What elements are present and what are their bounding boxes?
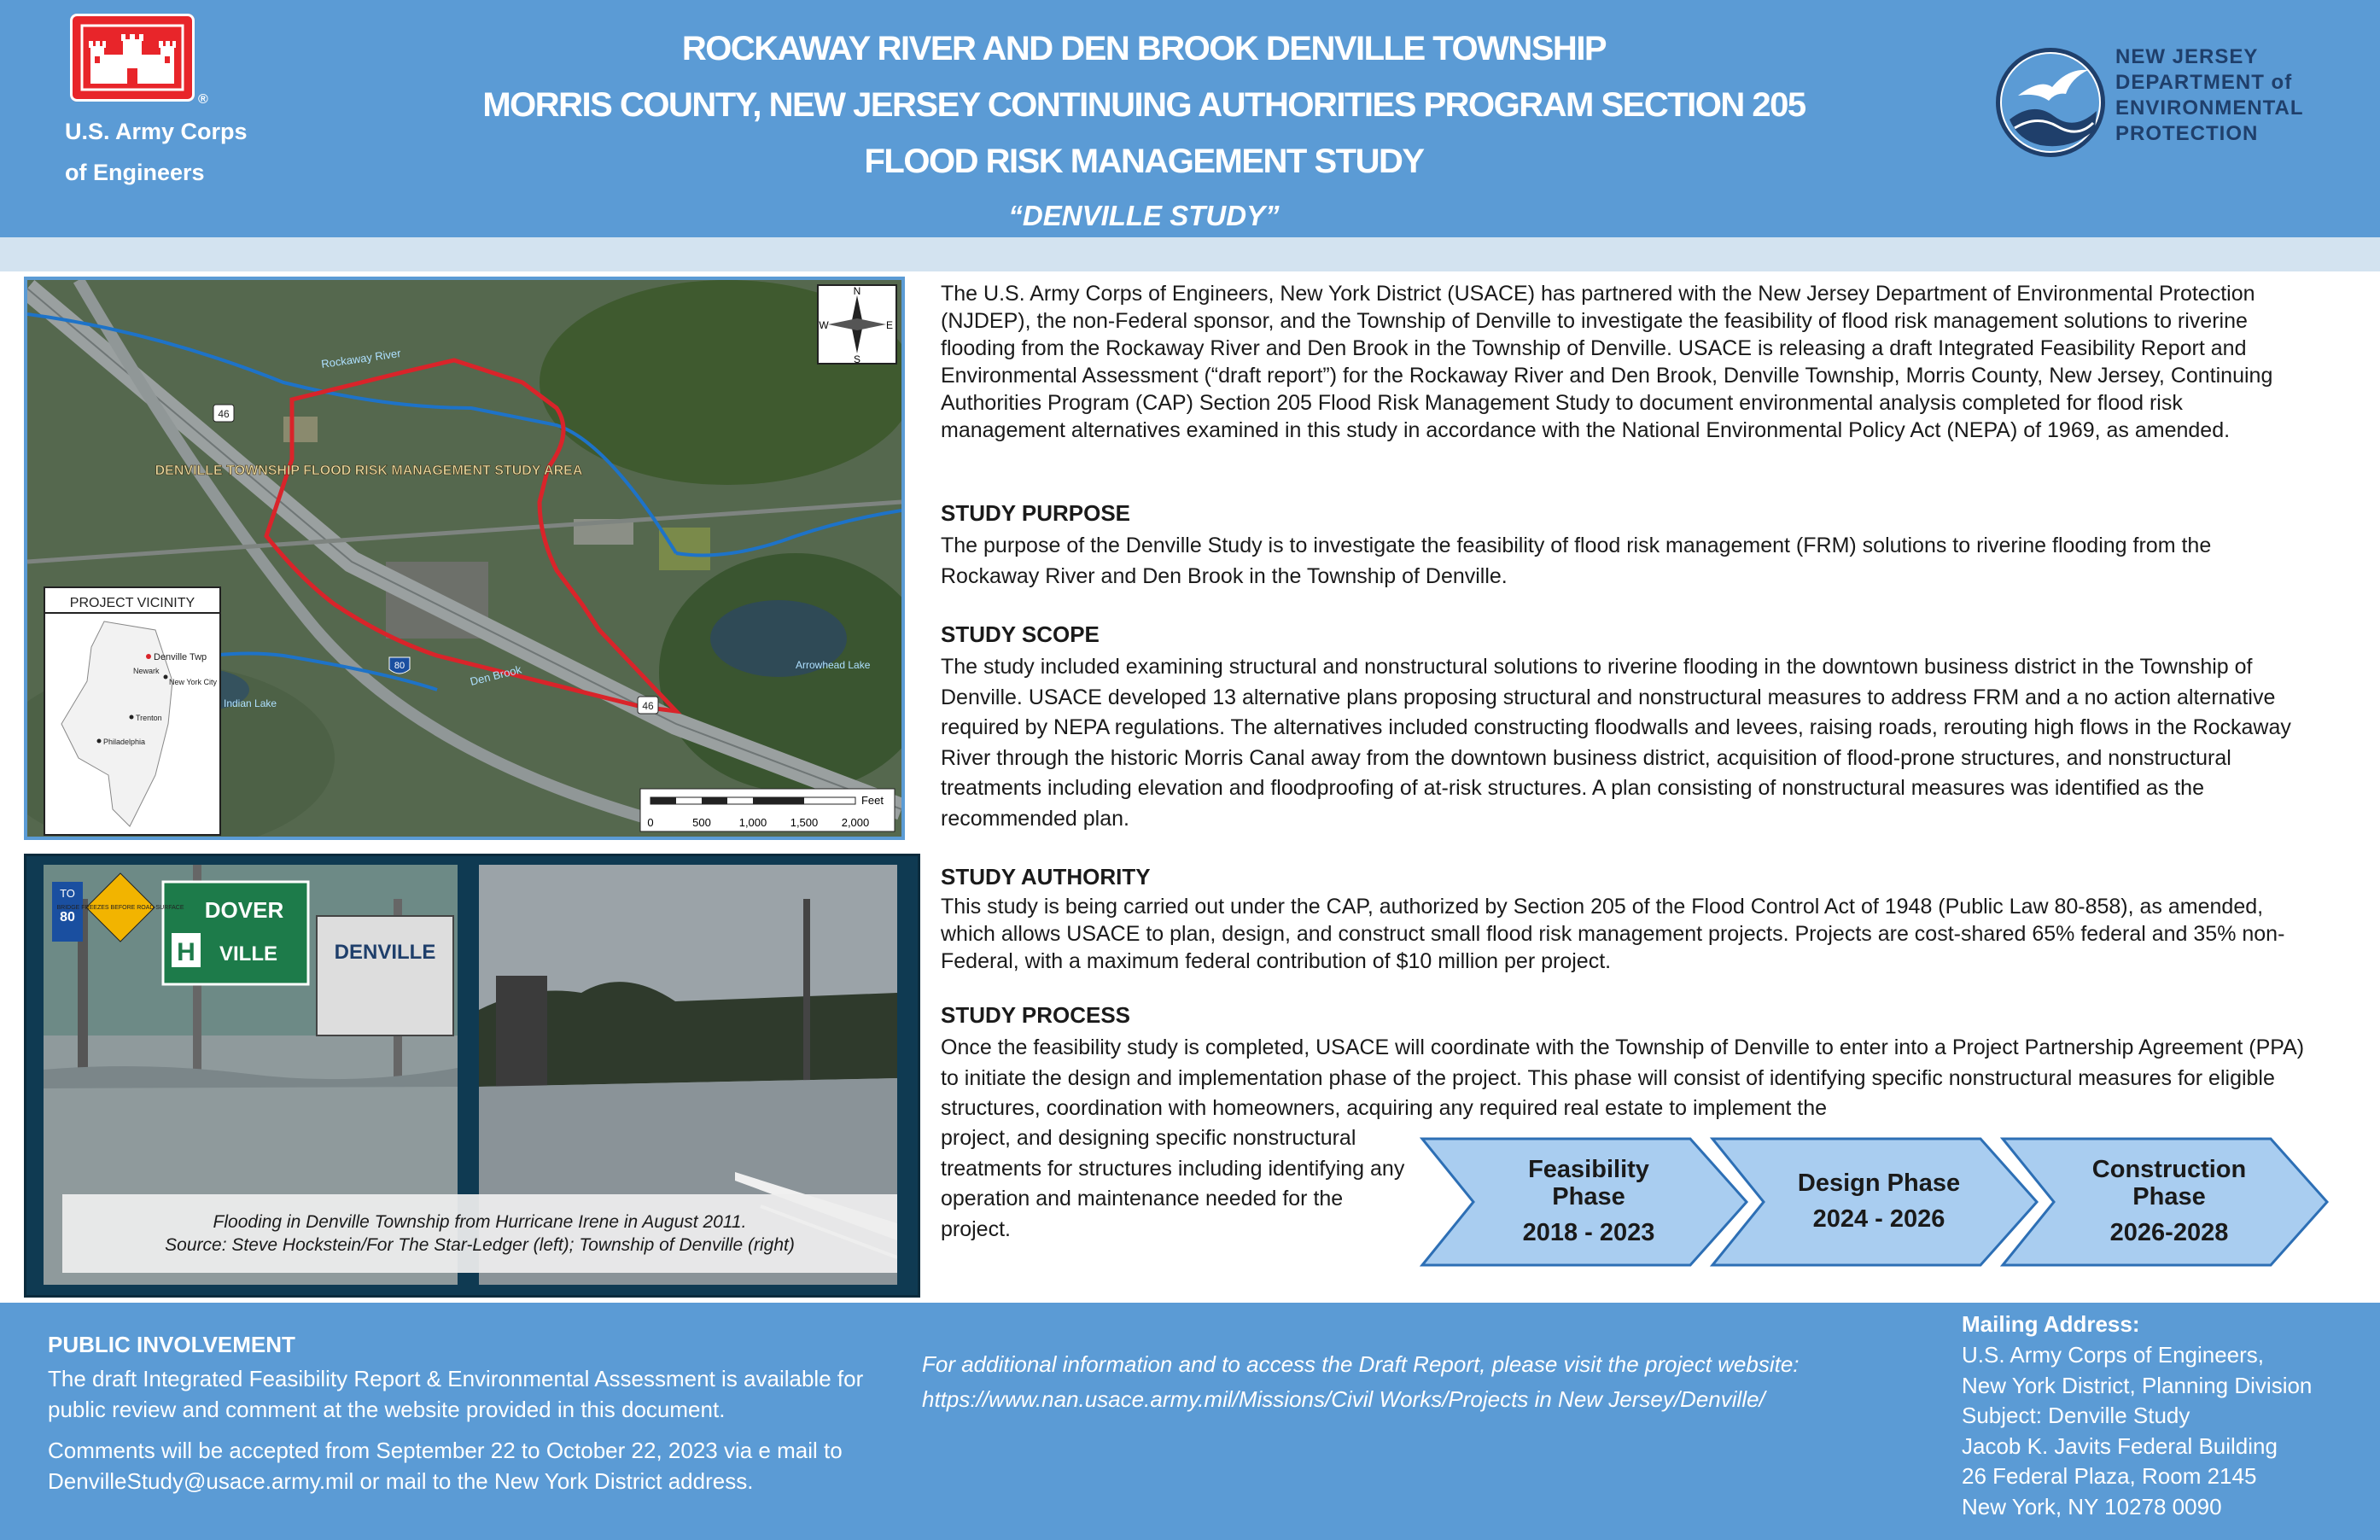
scale-tick-500: 500 <box>692 816 711 829</box>
castle-icon <box>70 14 195 102</box>
njdep-line2: DEPARTMENT of <box>2115 71 2293 94</box>
phase-construction <box>2045 1156 2293 1246</box>
compass-rose <box>818 285 896 365</box>
sign-warning: BRIDGE FREEZES BEFORE ROAD SURFACE <box>56 905 184 911</box>
phase-feasibility <box>1465 1156 1712 1246</box>
caption-line-2: Source: Steve Hockstein/For The Star-Ledger (left); Township of Denville (right) <box>165 1235 795 1255</box>
njdep-line1: NEW JERSEY <box>2115 45 2259 68</box>
vicinity-philadelphia: Philadelphia <box>103 738 146 746</box>
study-purpose-heading: STUDY PURPOSE <box>941 500 1131 526</box>
route-80-label: 80 <box>394 661 405 671</box>
scale-tick-2000: 2,000 <box>841 816 870 829</box>
map-scale-bar <box>640 789 895 831</box>
header-divider-strip <box>0 237 2380 271</box>
photo-caption <box>62 1194 897 1273</box>
footer-band <box>0 1303 2380 1540</box>
phase-design <box>1755 1170 2003 1233</box>
phase-design-name: Design Phase <box>1797 1170 1961 1197</box>
public-involvement-heading: PUBLIC INVOLVEMENT <box>48 1332 295 1357</box>
project-website-link[interactable]: https://www.nan.usace.army.mil/Missions/Civil Works/Projects in New Jersey/Denville/ <box>922 1386 1765 1412</box>
sign-hospital: H <box>177 938 195 966</box>
njdep-line3: ENVIRONMENTAL <box>2115 96 2304 120</box>
usace-name-line2: of Engineers <box>65 160 205 185</box>
caption-line-1: Flooding in Denville Township from Hurricane Irene in August 2011. <box>213 1212 747 1232</box>
study-area-map-label: DENVILLE TOWNSHIP FLOOD RISK MANAGEMENT STUDY AREA <box>155 464 583 478</box>
njdep-bird-wave-icon <box>1992 44 2109 160</box>
title-line-3: FLOOD RISK MANAGEMENT STUDY <box>864 143 1424 180</box>
study-process-text: Once the feasibility study is completed, USACE will coordinate with the Township of Denville to enter into a Project Partnership Agreement (PPA) to initiate the design and implementation phase of the project. This phase will consist of identifying specific nonstructural measures for eligible structures, coordination with homeowners, acquiring any required real estate to implement the <box>941 1035 2305 1120</box>
study-purpose-text: The purpose of the Denville Study is to investigate the feasibility of flood risk management (FRM) solutions to riverine flooding from the Rockaway River and Den Brook in the Township of Denville. <box>941 534 2212 588</box>
njdep-logo <box>1992 44 2109 160</box>
usace-name-line1: U.S. Army Corps <box>65 119 248 144</box>
phase-feasibility-years: 2018 - 2023 <box>1522 1219 1655 1246</box>
phase-construction-years: 2026-2028 <box>2109 1219 2229 1246</box>
scale-unit: Feet <box>860 794 884 807</box>
njdep-line4: PROTECTION <box>2115 122 2259 145</box>
website-info <box>922 1347 1861 1417</box>
route-46-shield-north <box>213 405 234 422</box>
title-line-1: ROCKAWAY RIVER AND DEN BROOK DENVILLE TOWNSHIP <box>681 30 1607 67</box>
mailing-line: New York District, Planning Division <box>1962 1372 2313 1398</box>
route-46-shield-south <box>638 697 658 714</box>
study-process-heading: STUDY PROCESS <box>941 1002 1131 1028</box>
comments-text: Comments will be accepted from September 22 to October 22, 2023 via e mail to DenvilleStudy@usace.army.mil or mail to the New York District address. <box>48 1438 843 1494</box>
phase-construction-name-2: Phase <box>2132 1183 2206 1210</box>
mailing-line: Subject: Denville Study <box>1962 1403 2190 1428</box>
sign-route-80: 80 <box>60 910 75 925</box>
website-info-text: For additional information and to access the Draft Report, please visit the project website: <box>922 1351 1800 1377</box>
scale-tick-1000: 1,000 <box>738 816 767 829</box>
route-46-label-north: 46 <box>218 408 230 420</box>
registered-mark: ® <box>198 92 208 107</box>
route-46-label-south: 46 <box>642 700 654 712</box>
public-involvement-text: The draft Integrated Feasibility Report & Environmental Assessment is available for public review and comment at the website provided in this document. <box>48 1366 864 1422</box>
page-title <box>324 20 1963 237</box>
study-process-text-continued: project, and designing specific nonstructural treatments for structures including identifying any operation and maintenance needed for the project. <box>941 1126 1405 1241</box>
arrowhead-lake-label: Arrowhead Lake <box>796 659 871 671</box>
page-subtitle: “DENVILLE STUDY” <box>1008 200 1280 231</box>
mailing-line: 26 Federal Plaza, Room 2145 <box>1962 1463 2257 1489</box>
phase-design-years: 2024 - 2026 <box>1812 1205 1945 1233</box>
vicinity-trenton: Trenton <box>136 714 162 722</box>
scale-tick-1500: 1,500 <box>790 816 819 829</box>
project-vicinity-inset <box>44 587 220 835</box>
study-scope-heading: STUDY SCOPE <box>941 621 1100 647</box>
sign-denville: DENVILLE <box>334 941 436 964</box>
compass-w: W <box>819 319 829 331</box>
usace-name <box>65 111 248 193</box>
mailing-line: Jacob K. Javits Federal Building <box>1962 1432 2278 1459</box>
usace-castle-logo <box>70 14 195 102</box>
route-80-shield <box>389 657 410 674</box>
title-line-2: MORRIS COUNTY, NEW JERSEY CONTINUING AUTHORITIES PROGRAM SECTION 205 <box>482 86 1805 124</box>
mailing-address-heading: Mailing Address: <box>1962 1311 2140 1337</box>
phase-feasibility-name-2: Phase <box>1552 1183 1625 1210</box>
phase-feasibility-name-1: Feasibility <box>1528 1156 1649 1183</box>
vicinity-nyc: New York City <box>169 678 218 686</box>
vicinity-title: PROJECT VICINITY <box>69 596 195 610</box>
study-authority-text: This study is being carried out under the CAP, authorized by Section 205 of the Flood Control Act of 1948 (Public Law 80-858), as amended, which allows USACE to plan, design, and construct small flood risk management projects. Projects are cost-shared 65% federal and 35% non-Federal, with a maximum federal contribution of $10 million per project. <box>941 895 2285 973</box>
header-band <box>0 0 2380 237</box>
study-scope-text: The study included examining structural and nonstructural solutions to riverine flooding in the downtown business district in the Township of Denville. USACE developed 13 alternative plans proposing structural and nonstructural measures to address FRM and a no action alternative required by NEPA regulations. The alternatives included constructing floodwalls and levees, raising roads, rerouting high flows in the Rockaway River through the historic Morris Canal away from the downtown business district, acquisition of flood-prone structures, and nonstructural treatments including elevation and floodproofing of at-risk structures. A plan consisting of nonstructural measures was identified as the recommended plan. <box>941 655 2291 831</box>
sign-route-to: TO <box>60 887 75 900</box>
compass-s: S <box>853 353 861 365</box>
mailing-line: U.S. Army Corps of Engineers, <box>1962 1342 2265 1368</box>
phase-construction-name-1: Construction <box>2091 1156 2247 1183</box>
rockaway-river-label: Rockaway River <box>320 347 402 370</box>
sign-ville: VILLE <box>219 942 278 965</box>
compass-e: E <box>885 319 894 331</box>
study-area-map <box>24 277 905 840</box>
mailing-address <box>1962 1340 2371 1522</box>
scale-tick-0: 0 <box>647 816 654 829</box>
aerial-map-graphic <box>27 280 901 837</box>
compass-n: N <box>853 285 861 297</box>
vicinity-denville: Denville Twp <box>154 652 207 662</box>
sign-dover: DOVER <box>204 897 284 923</box>
indian-lake-label: Indian Lake <box>224 697 277 709</box>
flood-photos-panel <box>24 854 920 1298</box>
vicinity-newark: Newark <box>133 667 160 675</box>
njdep-name <box>2115 44 2304 147</box>
intro-paragraph: The U.S. Army Corps of Engineers, New York District (USACE) has partnered with the New Jersey Department of Environmental Protection (NJDEP), the non-Federal sponsor, and the Township of Denville to investigate the feasibility of flood risk management solutions to riverine flooding from the Rockaway River and Den Brook in the Township of Denville. USACE is releasing a draft Integrated Feasibility Report and Environmental Assessment (“draft report”) for the Rockaway River and Den Brook, Denville Township, Morris County, New Jersey, Continuing Authorities Program (CAP) Section 205 Flood Risk Management Study to document environmental analysis completed for flood risk management alternatives examined in this study in accordance with the National Environmental Policy Act (NEPA) of 1969, as amended. <box>941 282 2273 442</box>
study-authority-heading: STUDY AUTHORITY <box>941 864 1151 890</box>
mailing-line: New York, NY 10278 0090 <box>1962 1493 2222 1520</box>
den-brook-label: Den Brook <box>469 662 523 688</box>
